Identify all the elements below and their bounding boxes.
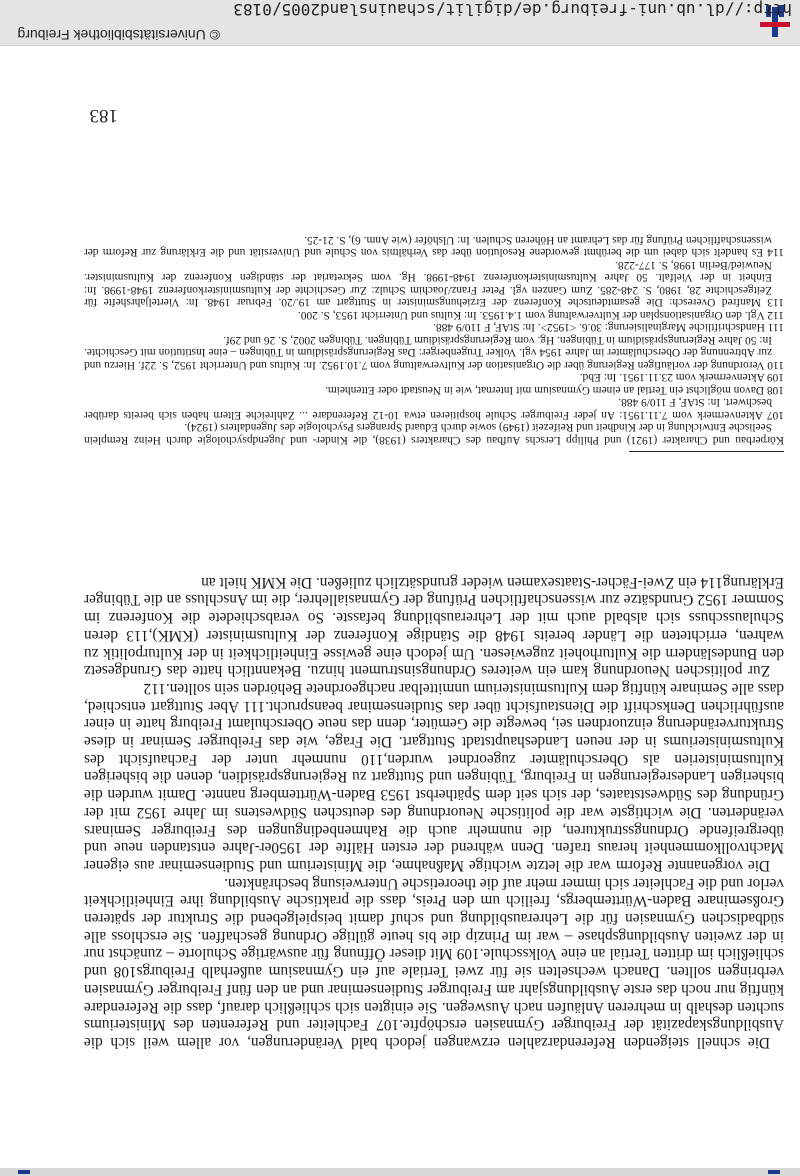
document-url-link[interactable]: http://dl.ub.uni-freiburg.de/digilit/schauinsland2005/0183: [233, 0, 792, 19]
footnote: Körperbau und Charakter (1921) und Philipp Lerschs Aufbau des Charakters (1938), die Kinder- und Jugendpsychologie durch Heinz Remplein Seelische Entwicklung in der Kindheit und Reifezeit (1949) sowie durch Eduard Sprangers Psychologie des Jugendalters (1924).: [84, 421, 784, 446]
main-text: [84, 573, 784, 1051]
paragraph: Die vorgenannte Reform war die letzte wichtige Maßnahme, die Ministerium und Studienseminar aus eigener Machtvollkommenheit heraus trafen. Denn während der ersten Hälfte der 1950er-Jahre entstanden neue und übergreifende Ordnungsstrukturen, die nunmehr auch die Rahmenbedingungen des Freiburger Seminars veränderten. Die wichtigste war die politische Neuordnung des deutschen Südwestens im Jahre 1952 mit der Gründung des Südweststaates, der sich seit dem Spätherbst 1953 Baden-Württemberg nannte. Damit wurden die bisherigen Landesregierungen in Freiburg, Tübingen und Stuttgart zu Regierungspräsidien, denen die bisherigen Kultusministerien als Oberschulämter zugeordnet wurden,110 nunmehr unter der Fachaufsicht des Kultusministeriums in der neuen Landeshauptstadt Stuttgart. Die Frage, wie das Freiburger Seminar in diese Strukturveränderung einzuordnen sei, bewegte die Gemüter, denn das neue Oberschulamt Freiburg hatte in einer ausführlichen Denkschrift die Dienstaufsicht über das Studienseminar beansprucht.111 Aber Stuttgart entschied, dass alle Seminare künftig dem Kultusministerium unmittelbar nachgeordnete Behörden sein sollten.112: [84, 679, 784, 874]
top-strip: [0, 1168, 800, 1176]
footnote: 113 Manfred Overesch: Die gesamtdeutsche Konferenz der Erziehungsminister in Stuttgart am 19./20. Februar 1948. In: Vierteljahrshefte für Zeitgeschichte 28, 1980, S. 248-285. Zum Ganzen vgl. Peter Franz/Joachim Schulz: Zur Geschichte der Kultusministerkonferenz 1948-1998. In: Einheit in der Vielfalt. 50 Jahre Kultusministerkonferenz 1948-1998. Hg. vom Sekretariat der ständigen Konferenz der Kultusminister. Neuwied/Berlin 1998, S. 177-228.: [84, 259, 784, 309]
footnotes: [84, 234, 784, 447]
copyright-notice: © Universitätsbibliothek Freiburg: [17, 27, 220, 43]
strip-mark: [18, 1170, 30, 1174]
strip-mark: [768, 1170, 780, 1174]
footnote: 114 Es handelt sich dabei um die berühmt gewordene Resolution über das Verhältnis von Schule und Universität und die Erklärung zur Reform der wissenschaftlichen Prüfung für das Lehramt an Höheren Schulen. In: Ulshöfer (wie Anm. 6), S. 21-25.: [84, 234, 784, 259]
footnote: 110 Verordnung der vorläufigen Regierung über die Organisation der Kultverwaltung vom 7.10.1952. In: Kultus und Unterricht 1952, S. 22f. Hierzu und zur Abtrennung der Oberschulämter im Jahre 1954 vgl. Volker Trugenberger: Das Regierungspräsidium in Tübingen – eine Institution mit Geschichte. In: 50 Jahre Regierungspräsidium in Tübingen. Hg. vom Regierungspräsidium Tübingen. Tübingen 2002, S. 26 und 29f.: [84, 334, 784, 371]
paragraph: Zur politischen Neuordnung kam ein weiteres Ordnungsinstrument hinzu. Bekanntlich hatte das Grundgesetz den Bundesländern die Kulturhoheit zugewiesen. Um jedoch eine gewisse Einheitlichkeit in der Kulturpolitik zu wahren, errichteten die Länder bereits 1948 die Ständige Konferenz der Kultusminister (KMK),113 deren Schulausschuss sich alsbald auch mit der Lehrerausbildung befasste. So verabschiedete die Konferenz im Sommer 1952 Grundsätze zur wissenschaftlichen Prüfung der Gymnasiallehrer, die im Anschluss an die Tübinger Erklärung114 ein Zwei-Fächer-Staatsexamen wieder grundsätzlich zuließen. Die KMK hielt an: [84, 573, 784, 680]
footnote: 111 Handschriftliche Marginalisierung: 30.6. <1952>. In: StAF, F 110/9 488.: [433, 321, 784, 334]
paragraph: Die schnell steigenden Referendarzahlen erzwangen jedoch bald Veränderungen, vor allem weil sich die Ausbildungskapazität der Freiburger Gymnasien erschöpfte.107 Fachleiter und Referenten des Ministeriums suchten deshalb in mehreren Anläufen nach Auswegen. Sie einigten sich schließlich darauf, dass die Referendare künftig nur noch das erste Ausbildungsjahr am Freiburger Studienseminar und an den fünf Freiburger Gymnasien verbringen sollten. Danach wechselten sie für zwei Tertiale auf ein Gymnasium außerhalb Freiburgs108 und schließlich im dritten Tertial an eine Volksschule.109 Mit dieser Öffnung für auswärtige Schulorte – zunächst nur in der zweiten Ausbildungsphase – war im Prinzip die bis heute gültige Ordnung geschaffen. Sie erschloss alle südbadischen Gymnasien für die Lehrerausbildung und schuf damit beispielgebend die Struktur der späteren Großseminare Baden-Württembergs, freilich um den Preis, dass die praktische Ausbildung ihre Einheitlichkeit verlor und die Fachleiter sich immer mehr auf die theoretische Unterweisung beschränkten.: [84, 874, 784, 1051]
page-number: 183: [89, 105, 118, 126]
footnote: 112 Vgl. den Organisationsplan der Kultverwaltung vom 1.4.1953. In: Kultus und Unterricht 1953, S. 200.: [297, 309, 784, 321]
library-header-bar: [0, 0, 800, 46]
footnote: 107 Aktenvermerk vom 7.11.1951: An jeder Freiburger Schule hospitieren etwa 10-12 Referendare ... Zahlreiche Eltern haben sich bereits darüber beschwert. In: StAF, F 110/9 488.: [84, 396, 784, 421]
footnote: 109 Aktenvermerk vom 23.11.1951. In: Ebd.: [579, 371, 784, 384]
footnote-divider: [629, 451, 784, 452]
footnote: 108 Davon möglichst ein Tertial an einem Gymnasium mit Internat, wie in Neustadt oder Ettenheim.: [325, 384, 784, 396]
